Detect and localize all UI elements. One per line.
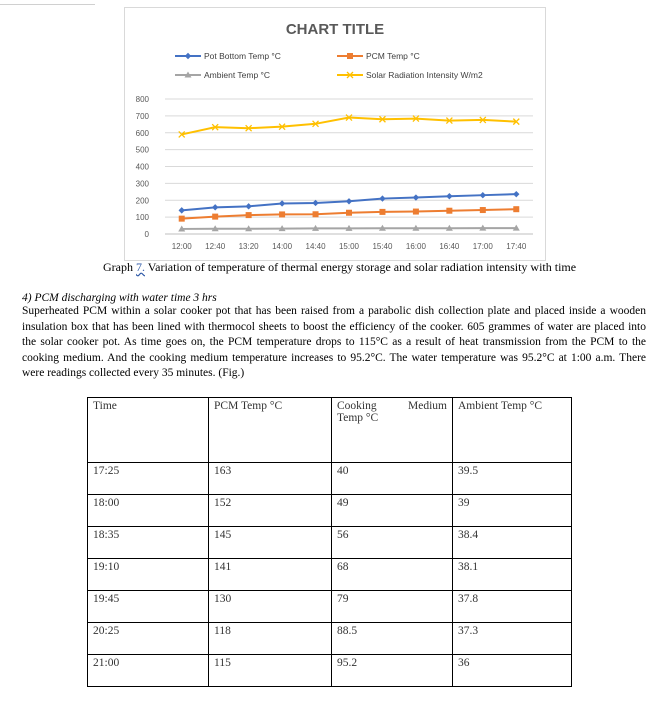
table-row: [88, 559, 572, 591]
paragraph-line: Superheated PCM within a solar cooker pot that has been raised from a parabolic dish collection plate and placed inside a wooden: [22, 305, 646, 317]
cell-time: 18:35: [88, 527, 209, 559]
data-point: [179, 216, 185, 222]
cell-cooking: 95.2: [332, 655, 453, 687]
x-tick-label: 15:00: [338, 242, 360, 251]
series-pcm-temp-c: [179, 206, 520, 221]
series-ambient-temp-c: [178, 225, 520, 232]
data-point: [347, 53, 353, 59]
x-tick-label: 17:40: [506, 242, 527, 251]
data-point: [185, 53, 191, 59]
header-pcm-temp: PCM Temp °C: [209, 398, 332, 463]
table-row: [88, 591, 572, 623]
cell-pcm: 141: [209, 559, 332, 591]
cell-time: 21:00: [88, 655, 209, 687]
cell-ambient: 36: [453, 655, 572, 687]
line-chart: [125, 8, 545, 260]
data-point: [480, 192, 486, 198]
y-tick-label: 500: [135, 145, 149, 155]
paragraph-line: cooking medium. And the cooking medium temperature increases to 95.2°C. The water temperature was 95.2°C at 1:00 a.m. There: [22, 351, 646, 364]
cell-ambient: 38.1: [453, 559, 572, 591]
x-tick-label: 16:40: [439, 242, 460, 251]
data-point: [212, 214, 218, 220]
cell-pcm: 163: [209, 463, 332, 495]
x-tick-label: 14:00: [272, 242, 293, 251]
cell-ambient: 39: [453, 495, 572, 527]
header-temp-word: Temp °C: [337, 412, 379, 424]
chart-title: CHART TITLE: [285, 21, 385, 38]
table-row: [88, 463, 572, 495]
paragraph-line: insulation box that has been lined with thermocol sheets to boost the efficiency of the cooker. 605 grammes of water are placed into: [22, 320, 646, 333]
series-line: [182, 118, 517, 135]
legend-label: PCM Temp °C: [366, 51, 420, 61]
data-point: [513, 191, 519, 197]
y-tick-label: 0: [144, 230, 149, 239]
y-tick-label: 300: [135, 179, 149, 189]
y-tick-label: 200: [135, 196, 149, 206]
header-cooking-medium: [332, 398, 453, 463]
y-tick-label: 600: [135, 128, 149, 138]
paragraph-line: were readings collected every 35 minutes. (Fig.): [22, 367, 245, 379]
table-header-row: [88, 398, 572, 463]
data-point: [513, 206, 519, 212]
header-ambient-temp: Ambient Temp °C: [453, 398, 572, 463]
header-medium-word: Medium: [408, 400, 447, 412]
cell-cooking: 88.5: [332, 623, 453, 655]
legend-label: Ambient Temp °C: [204, 70, 271, 80]
data-point: [179, 207, 185, 213]
cell-ambient: 37.3: [453, 623, 572, 655]
caption-prefix: Graph: [103, 260, 136, 274]
y-tick-label: 400: [135, 162, 149, 172]
cell-time: 18:00: [88, 495, 209, 527]
table-row: [88, 655, 572, 687]
data-point: [379, 209, 385, 215]
legend-label: Pot Bottom Temp °C: [204, 51, 281, 61]
table-row: [88, 527, 572, 559]
data-point: [212, 204, 218, 210]
cell-pcm: 130: [209, 591, 332, 623]
chart-container: [124, 7, 546, 261]
x-tick-label: 15:40: [372, 242, 393, 251]
caption-number: 7.: [136, 260, 145, 274]
data-point: [279, 211, 285, 217]
body-paragraph: [22, 304, 646, 382]
data-point: [379, 195, 385, 201]
data-point: [246, 212, 252, 218]
data-point: [245, 203, 251, 209]
cell-cooking: 79: [332, 591, 453, 623]
x-tick-label: 17:00: [472, 242, 493, 251]
graph-caption: [103, 260, 576, 275]
legend-item: [175, 51, 281, 61]
data-point: [413, 209, 419, 215]
top-rule: [0, 0, 95, 5]
table-row: [88, 623, 572, 655]
x-tick-label: 14:40: [305, 242, 326, 251]
cell-pcm: 115: [209, 655, 332, 687]
x-tick-label: 12:00: [171, 242, 192, 251]
x-tick-label: 12:40: [205, 242, 226, 251]
y-tick-label: 700: [135, 111, 149, 121]
data-point: [346, 198, 352, 204]
section-heading: 4) PCM discharging with water time 3 hrs: [22, 292, 217, 304]
data-point: [446, 208, 452, 214]
y-tick-label: 100: [135, 213, 149, 223]
cell-time: 20:25: [88, 623, 209, 655]
cell-pcm: 145: [209, 527, 332, 559]
legend-item: [337, 70, 483, 80]
cell-cooking: 49: [332, 495, 453, 527]
legend-item: [337, 51, 420, 61]
y-axis: [136, 95, 150, 239]
header-cooking-word: Cooking: [337, 400, 377, 412]
data-point: [313, 211, 319, 217]
data-point: [480, 207, 486, 213]
data-point: [446, 193, 452, 199]
cell-ambient: 37.8: [453, 591, 572, 623]
y-tick-label: 800: [135, 95, 149, 104]
cell-pcm: 152: [209, 495, 332, 527]
cell-time: 19:10: [88, 559, 209, 591]
data-point: [346, 210, 352, 216]
cell-time: 17:25: [88, 463, 209, 495]
x-axis: [165, 234, 533, 251]
legend-item: [175, 70, 270, 80]
cell-cooking: 40: [332, 463, 453, 495]
cell-pcm: 118: [209, 623, 332, 655]
table-row: [88, 495, 572, 527]
data-point: [279, 200, 285, 206]
x-tick-label: 13:20: [238, 242, 259, 251]
cell-cooking: 68: [332, 559, 453, 591]
cell-ambient: 38.4: [453, 527, 572, 559]
discharge-data-table: [87, 397, 572, 687]
header-time: Time: [88, 398, 209, 463]
legend-label: Solar Radiation Intensity W/m2: [366, 70, 483, 80]
cell-time: 19:45: [88, 591, 209, 623]
chart-legend: [175, 51, 483, 80]
cell-ambient: 39.5: [453, 463, 572, 495]
x-tick-label: 16:00: [405, 242, 426, 251]
series-solar-radiation-intensity-w-m2: [179, 115, 520, 138]
caption-text: Variation of temperature of thermal energy storage and solar radiation intensity with time: [145, 260, 577, 274]
cell-cooking: 56: [332, 527, 453, 559]
paragraph-line: the solar cooker pot. As time goes on, the PCM temperature drops to 115°C as a result of heat transmission from the PCM to the: [22, 336, 646, 348]
chart-series: [178, 115, 520, 232]
